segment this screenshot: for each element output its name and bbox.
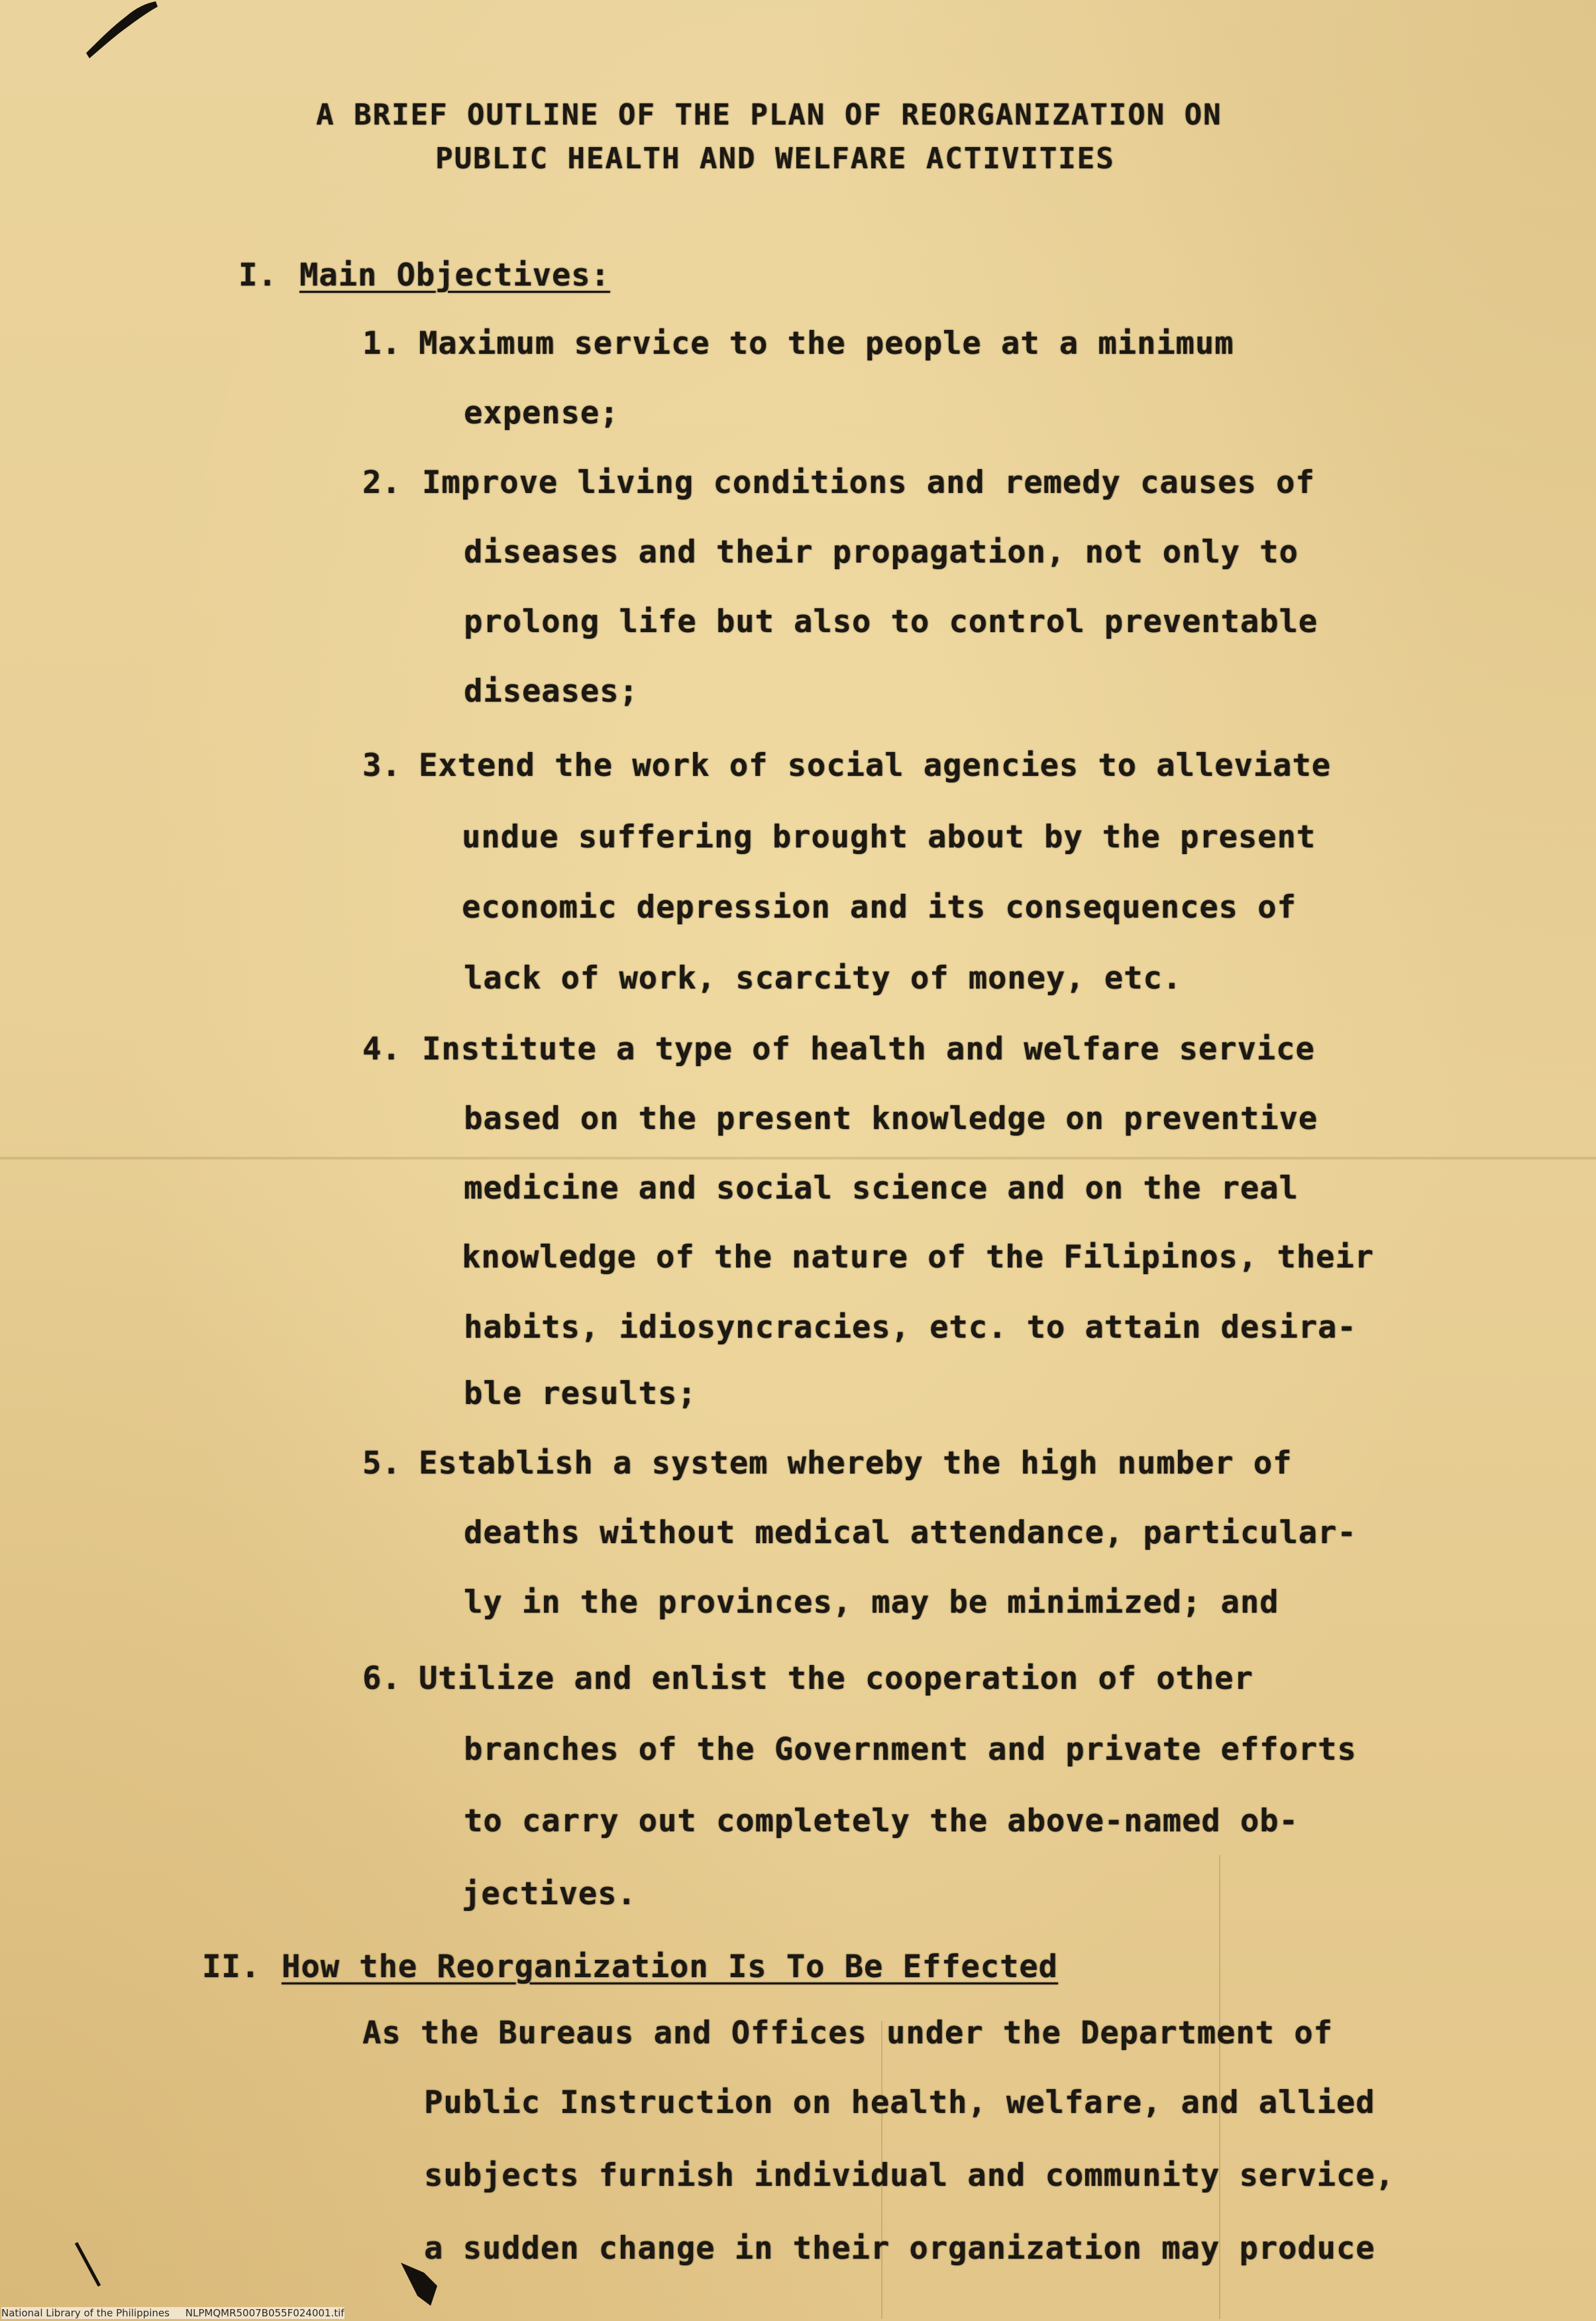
item-4-number: 4. [362,1031,401,1067]
section-1-heading: Main Objectives: [299,257,610,294]
section-2-numeral: II. [202,1949,260,1985]
item-3-line: lack of work, scarcity of money, etc. [464,960,1182,997]
document-title-line-1: A BRIEF OUTLINE OF THE PLAN OF REORGANIZATION ON [316,98,1222,132]
item-4-line: ble results; [464,1376,697,1412]
item-4-line: medicine and social science and on the real [464,1170,1299,1207]
item-1-number: 1. [362,325,401,362]
ink-blot-top-left [80,0,159,60]
item-3-line: Extend the work of social agencies to alleviate [419,747,1331,784]
item-3-number: 3. [362,747,401,784]
section-2-paragraph-line: Public Instruction on health, welfare, and allied [424,2084,1375,2121]
item-4-line: based on the present knowledge on preventive [464,1101,1318,1137]
item-2-line: diseases; [464,673,639,710]
section-2-paragraph-line: a sudden change in their organization may produce [424,2230,1375,2267]
item-2-line: Improve living conditions and remedy causes of [422,464,1315,501]
item-3-line: economic depression and its consequences of [462,889,1297,926]
item-2-number: 2. [362,464,401,501]
item-6-number: 6. [362,1660,401,1697]
item-4-line: habits, idiosyncracies, etc. to attain desira- [464,1309,1357,1346]
item-3-line: undue suffering brought about by the present [462,819,1316,855]
section-2-paragraph-line: subjects furnish individual and community service, [424,2157,1395,2194]
item-4-line: Institute a type of health and welfare service [422,1031,1315,1067]
item-1-line: Maximum service to the people at a minimum [419,325,1234,362]
item-5-line: ly in the provinces, may be minimized; and [464,1584,1279,1621]
item-4-line: knowledge of the nature of the Filipinos, their [462,1239,1374,1275]
section-2-paragraph-line: As the Bureaus and Offices under the Department of [362,2015,1333,2051]
scan-footer-label: National Library of the Philippines NLPMQMR5007B055F024001.tif [1,2307,345,2319]
ink-blot-bottom [398,2259,451,2312]
item-5-line: deaths without medical attendance, particular- [464,1515,1357,1551]
section-2-heading: How the Reorganization Is To Be Effected [282,1949,1058,1985]
section-1-numeral: I. [239,257,278,294]
item-2-line: diseases and their propagation, not only to [464,534,1299,570]
item-2-line: prolong life but also to control preventable [464,604,1318,640]
item-1-line: expense; [464,395,619,431]
document-title-line-2: PUBLIC HEALTH AND WELFARE ACTIVITIES [435,142,1115,176]
item-6-line: branches of the Government and private efforts [464,1731,1357,1768]
item-6-line: to carry out completely the above-named ob- [464,1803,1299,1839]
item-6-line: jectives. [462,1876,637,1912]
paper-fold [0,1156,1596,1160]
item-5-number: 5. [362,1445,401,1482]
item-5-line: Establish a system whereby the high number of [419,1445,1293,1482]
ink-stroke-bottom-left [73,2240,106,2293]
item-6-line: Utilize and enlist the cooperation of other [419,1660,1253,1697]
